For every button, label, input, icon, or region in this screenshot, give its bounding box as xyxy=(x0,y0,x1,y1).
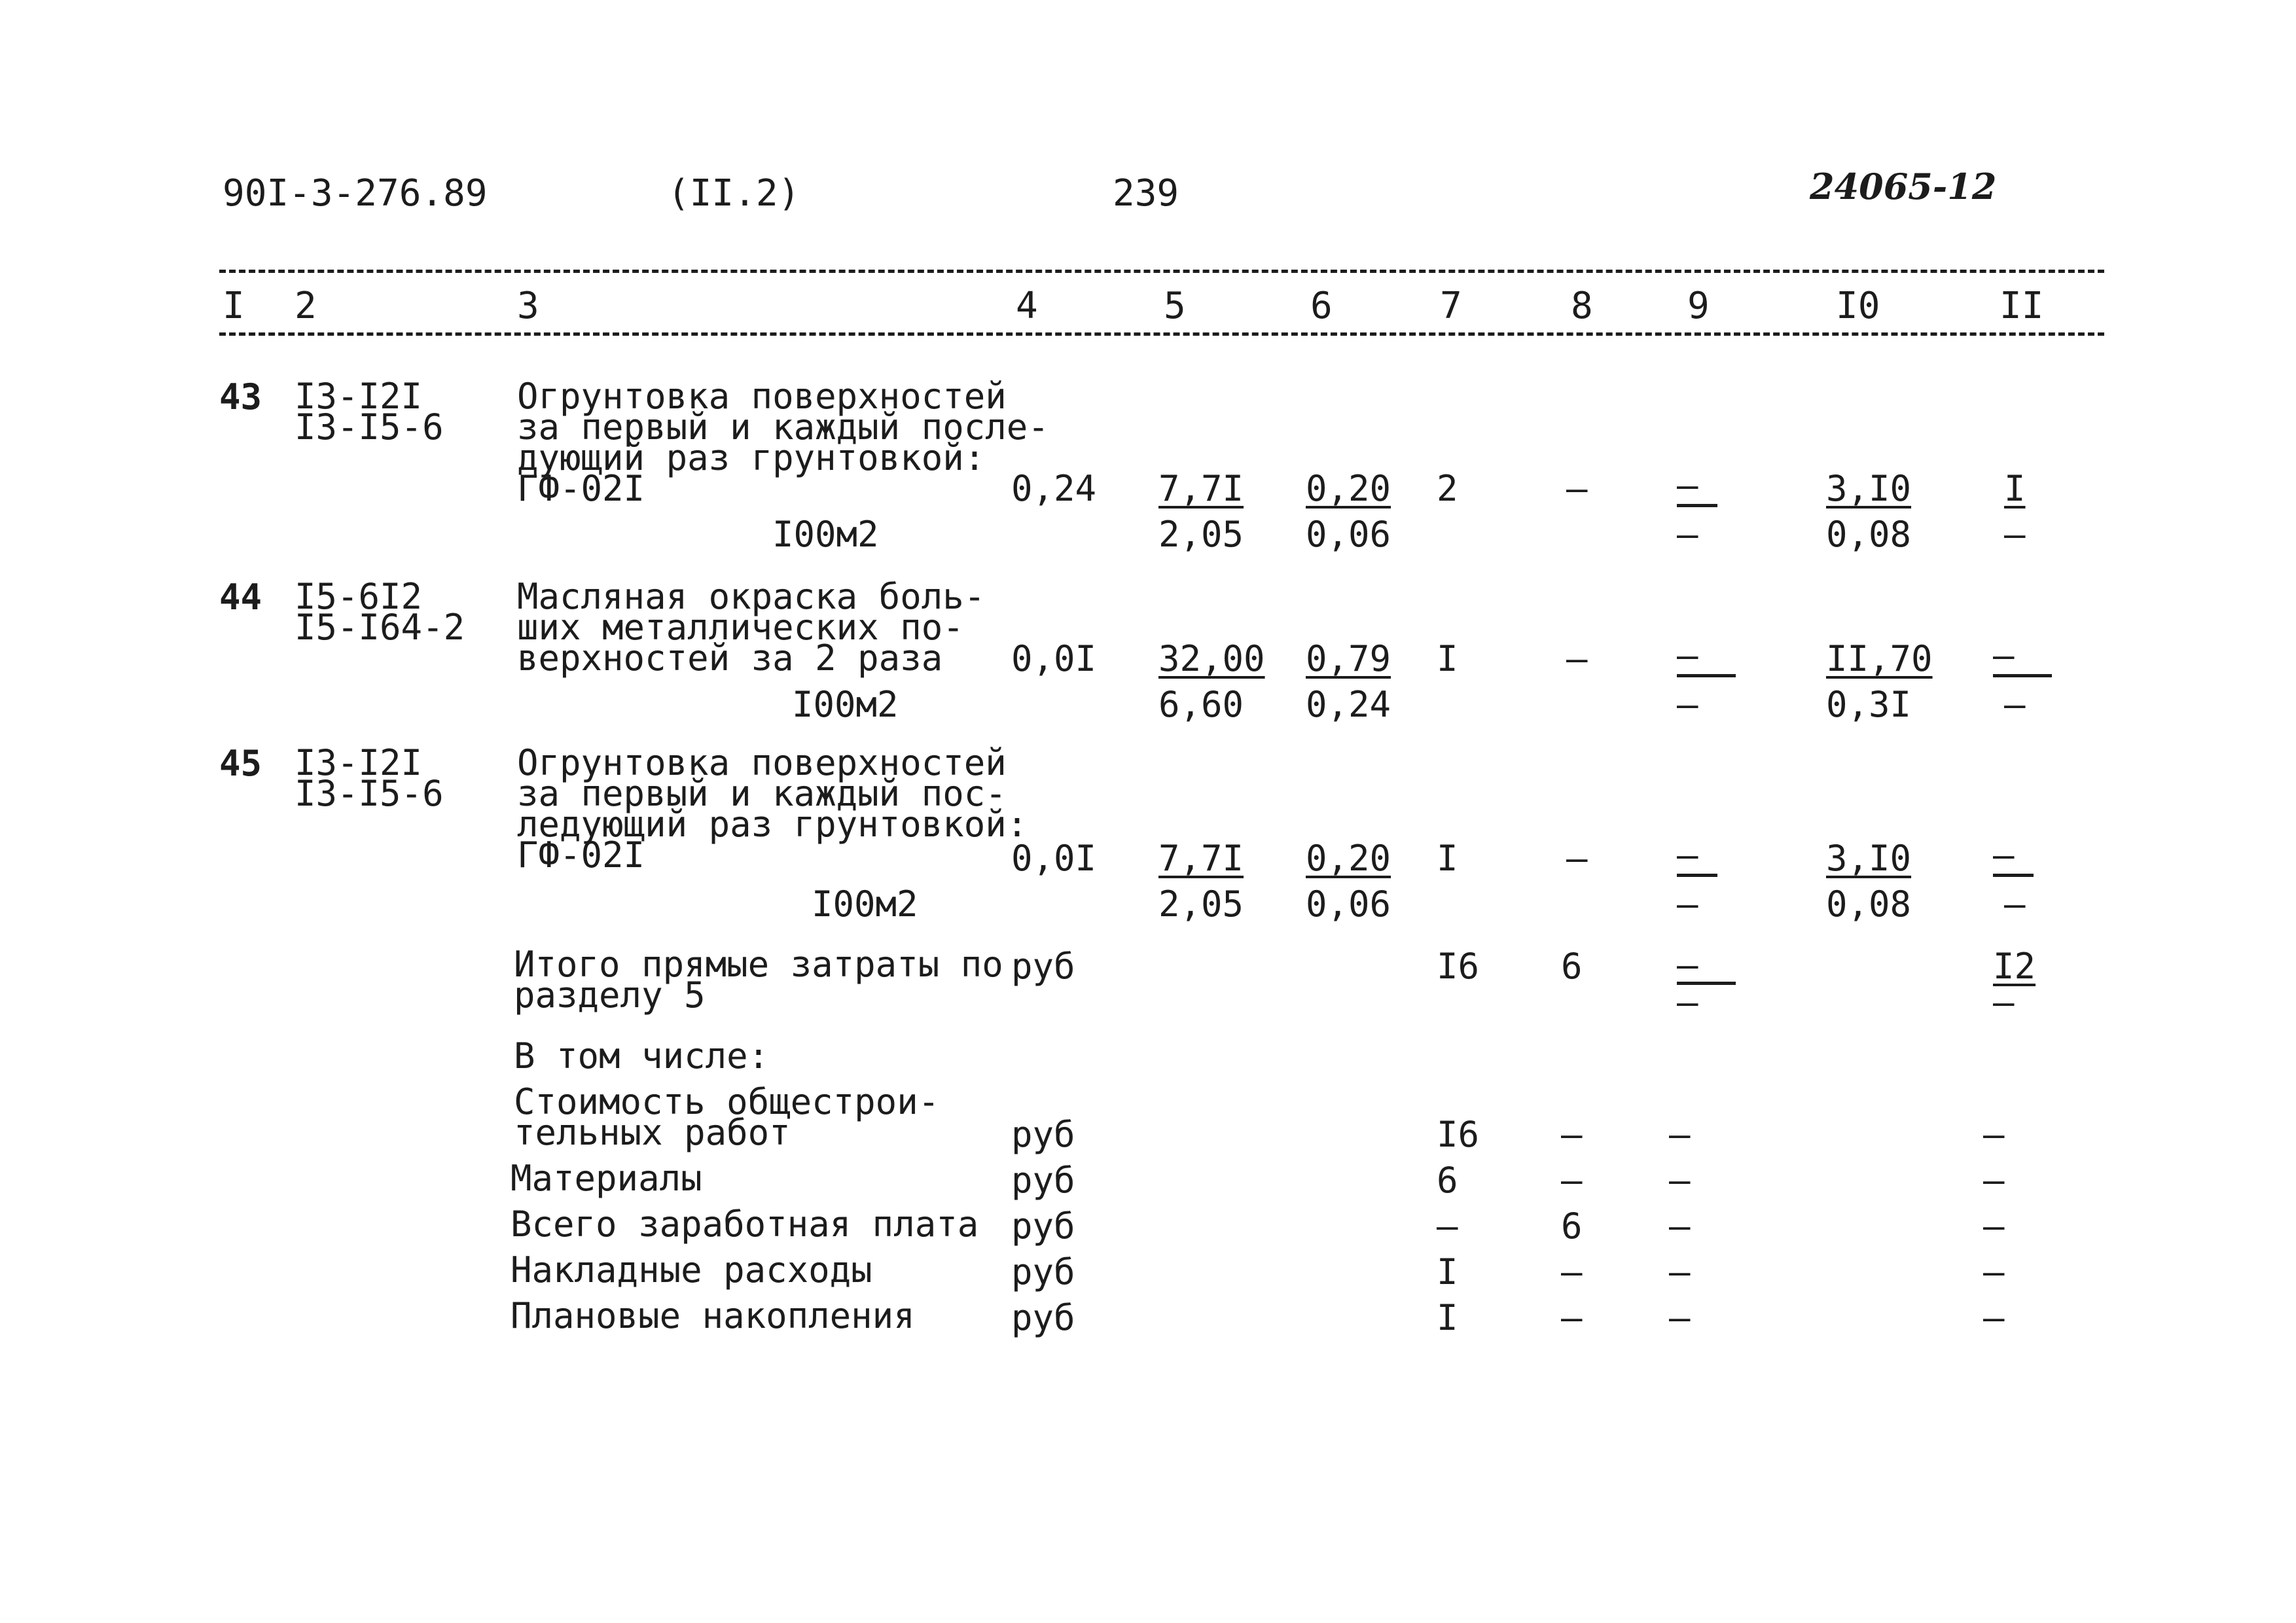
breakdown-label-line: Плановые накопления xyxy=(511,1295,915,1336)
labor-bottom-cell: 0,3I xyxy=(1826,684,1912,725)
machine-wage-cell: 0,06 xyxy=(1306,514,1391,555)
section-number: (II.2) xyxy=(668,172,800,215)
underline-mark xyxy=(1993,674,2052,677)
row-unit: I00м2 xyxy=(792,684,899,725)
labor-total-bottom-cell: – xyxy=(2004,684,2026,725)
underline-mark xyxy=(1677,674,1736,677)
labor-total-cell: – xyxy=(1993,635,2015,676)
breakdown-c11: – xyxy=(1983,1205,2005,1247)
quantity-cell: 0,0I xyxy=(1011,638,1097,679)
machine-total-bottom-cell: – xyxy=(1677,684,1698,725)
breakdown-c11: – xyxy=(1983,1114,2005,1155)
row-description-line: Огрунтовка поверхностей xyxy=(517,742,1007,783)
breakdown-c8: – xyxy=(1561,1160,1583,1201)
row-code: I3-I5-6 xyxy=(295,773,444,814)
machine-total-bottom-cell: – xyxy=(1677,883,1698,925)
handwritten-reference: 24065-12 xyxy=(1810,166,1997,207)
breakdown-unit: руб xyxy=(1011,1297,1075,1338)
row-code: I3-I5-6 xyxy=(295,406,444,448)
total-machine-top-cell: – xyxy=(1677,944,1698,986)
machine-cost-cell: 0,20 xyxy=(1306,838,1391,879)
row-code: I3-I2I xyxy=(295,376,423,417)
machine-total-top-cell: – xyxy=(1677,635,1698,676)
column-header: I xyxy=(223,285,245,327)
unit-wage-cell: 6,60 xyxy=(1158,684,1244,725)
row-code: I5-I64-2 xyxy=(295,607,465,648)
row-unit: I00м2 xyxy=(812,883,918,925)
breakdown-label-line: Материалы xyxy=(511,1158,702,1199)
column-header: 5 xyxy=(1164,285,1186,327)
column-header: II xyxy=(2000,285,2044,327)
breakdown-c9: – xyxy=(1669,1114,1691,1155)
total-unit: руб xyxy=(1011,946,1075,987)
underline-mark xyxy=(1993,874,2034,877)
unit-cost-cell: 32,00 xyxy=(1158,638,1265,679)
wage-cell: – xyxy=(1566,638,1588,679)
breakdown-c7: I xyxy=(1437,1297,1458,1338)
row-description-line: за первый и каждый пос- xyxy=(517,773,1007,814)
breakdown-c9: – xyxy=(1669,1251,1691,1293)
unit-wage-cell: 2,05 xyxy=(1158,883,1244,925)
quantity-cell: 0,24 xyxy=(1011,468,1097,509)
labor-total-bottom-cell: – xyxy=(2004,883,2026,925)
breakdown-c7: I xyxy=(1437,1251,1458,1293)
row-description-line: ГФ-02I xyxy=(517,468,645,509)
including-label: В том числе: xyxy=(514,1035,770,1077)
row-description-line: ших металлических по- xyxy=(517,607,964,648)
total-labor-bottom-cell: – xyxy=(1993,982,2015,1023)
labor-bottom-cell: 0,08 xyxy=(1826,514,1912,555)
labor-total-cell: I xyxy=(2004,468,2026,509)
breakdown-c9: – xyxy=(1669,1297,1691,1338)
column-header: 2 xyxy=(295,285,317,327)
total-machine-bottom-cell: – xyxy=(1677,982,1698,1023)
breakdown-label-line: Стоимость общестрои- xyxy=(514,1081,940,1122)
machine-cost-cell: 0,79 xyxy=(1306,638,1391,679)
row-code: I3-I2I xyxy=(295,742,423,783)
row-description-line: ГФ-02I xyxy=(517,834,645,876)
breakdown-c8: – xyxy=(1561,1297,1583,1338)
unit-wage-cell: 2,05 xyxy=(1158,514,1244,555)
breakdown-unit: руб xyxy=(1011,1205,1075,1247)
row-description-line: за первый и каждый после- xyxy=(517,406,1049,448)
row-number: 44 xyxy=(219,577,262,618)
breakdown-c9: – xyxy=(1669,1160,1691,1201)
breakdown-c8: – xyxy=(1561,1251,1583,1293)
breakdown-unit: руб xyxy=(1011,1251,1075,1293)
unit-cost-cell: 7,7I xyxy=(1158,468,1244,509)
column-header: 9 xyxy=(1687,285,1710,327)
labor-bottom-cell: 0,08 xyxy=(1826,883,1912,925)
machine-wage-cell: 0,06 xyxy=(1306,883,1391,925)
page-number: 239 xyxy=(1113,172,1179,215)
breakdown-c9: – xyxy=(1669,1205,1691,1247)
breakdown-c11: – xyxy=(1983,1160,2005,1201)
document-code: 90I-3-276.89 xyxy=(223,172,488,215)
column-header: 7 xyxy=(1440,285,1462,327)
column-header: 4 xyxy=(1016,285,1038,327)
breakdown-label-line: Всего заработная плата xyxy=(511,1204,979,1245)
breakdown-c7: I6 xyxy=(1437,1114,1480,1155)
total-label-line: Итого прямые затраты по xyxy=(514,944,1003,985)
row-description-line: дующий раз грунтовкой: xyxy=(517,437,986,478)
machine-wage-cell: 0,24 xyxy=(1306,684,1391,725)
row-code: I5-6I2 xyxy=(295,576,423,617)
row-unit: I00м2 xyxy=(772,514,879,555)
total-cost-cell: I6 xyxy=(1437,946,1480,987)
row-number: 45 xyxy=(219,743,262,784)
labor-cell: 3,I0 xyxy=(1826,468,1912,509)
total-cost-cell: I xyxy=(1437,638,1458,679)
underline-mark xyxy=(1677,504,1717,507)
breakdown-c11: – xyxy=(1983,1297,2005,1338)
breakdown-c7: 6 xyxy=(1437,1160,1458,1201)
quantity-cell: 0,0I xyxy=(1011,838,1097,879)
machine-total-top-cell: – xyxy=(1677,465,1698,506)
row-description-line: Масляная окраска боль- xyxy=(517,576,986,617)
column-header: 3 xyxy=(517,285,539,327)
row-number: 43 xyxy=(219,376,262,418)
wage-cell: – xyxy=(1566,838,1588,879)
row-description-line: ледующий раз грунтовкой: xyxy=(517,804,1028,845)
header-bottom-rule xyxy=(219,332,2104,336)
breakdown-c11: – xyxy=(1983,1251,2005,1293)
wage-cell: – xyxy=(1566,468,1588,509)
labor-total-cell: – xyxy=(1993,834,2015,876)
labor-cell: 3,I0 xyxy=(1826,838,1912,879)
breakdown-label-line: Накладные расходы xyxy=(511,1249,872,1291)
total-cost-cell: 2 xyxy=(1437,468,1458,509)
machine-total-bottom-cell: – xyxy=(1677,514,1698,555)
row-description-line: верхностей за 2 раза xyxy=(517,637,943,679)
breakdown-unit: руб xyxy=(1011,1114,1075,1155)
labor-total-bottom-cell: – xyxy=(2004,514,2026,555)
column-header: I0 xyxy=(1836,285,1880,327)
total-cost-cell: I xyxy=(1437,838,1458,879)
total-labor-cell: I2 xyxy=(1993,946,2036,987)
unit-cost-cell: 7,7I xyxy=(1158,838,1244,879)
column-header: 8 xyxy=(1571,285,1593,327)
breakdown-c7: – xyxy=(1437,1205,1458,1247)
breakdown-c8: – xyxy=(1561,1114,1583,1155)
breakdown-c8: 6 xyxy=(1561,1205,1583,1247)
header-top-rule xyxy=(219,270,2104,273)
underline-mark xyxy=(1677,874,1717,877)
row-description-line: Огрунтовка поверхностей xyxy=(517,376,1007,417)
breakdown-unit: руб xyxy=(1011,1160,1075,1201)
labor-cell: II,70 xyxy=(1826,638,1933,679)
machine-cost-cell: 0,20 xyxy=(1306,468,1391,509)
machine-total-top-cell: – xyxy=(1677,834,1698,876)
total-label-line: разделу 5 xyxy=(514,974,706,1016)
breakdown-label-line: тельных работ xyxy=(514,1112,791,1153)
column-header: 6 xyxy=(1310,285,1333,327)
total-wage-cell: 6 xyxy=(1561,946,1583,987)
